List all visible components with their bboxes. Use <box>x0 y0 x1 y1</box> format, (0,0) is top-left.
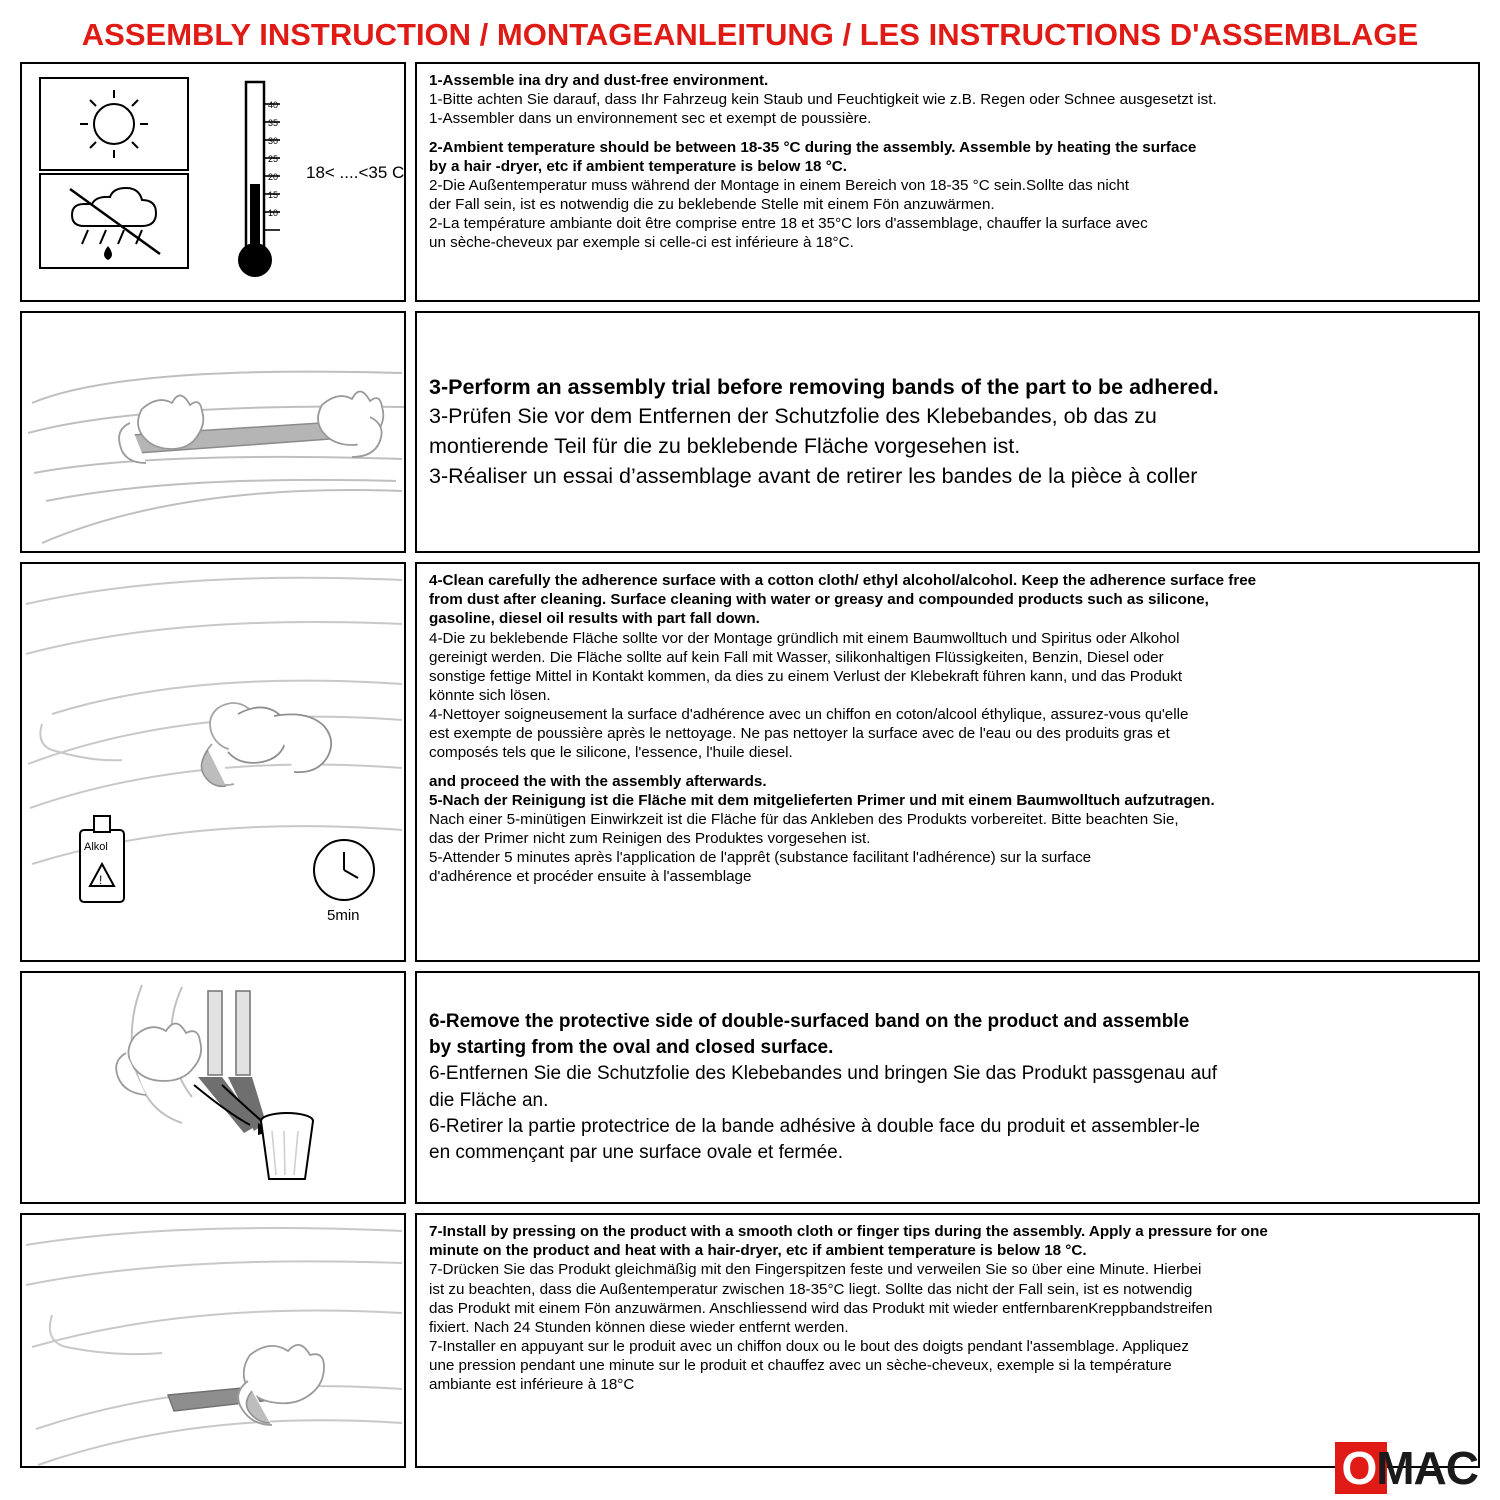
svg-text:18< ....<35 C: 18< ....<35 C <box>306 163 404 183</box>
step-4-line-de-2: gereinigt werden. Die Fläche sollte auf kein Fall mit Wasser, silikonhaltigen Flüssigkeiten, Benzin, Diesel oder <box>429 648 1164 666</box>
svg-text:5min: 5min <box>327 907 360 925</box>
step-2-line-fr-2: un sèche-cheveux par exemple si celle-ci est inférieure à 18°C. <box>429 234 854 252</box>
step-6-line-de-2: die Fläche an. <box>429 1089 549 1111</box>
step-1-illustration <box>20 62 406 302</box>
step-2-line-en-2: by a hair -dryer, etc if ambient temperature is below 18 °C. <box>429 157 847 175</box>
step-4-text <box>415 562 1480 962</box>
step-4-line-fr-2: est exempte de poussière après le nettoyage. Ne pas nettoyer la surface avec de l'eau ou des produits gras et <box>429 725 1170 743</box>
step-2-line-fr-1: 2-La température ambiante doit être comprise entre 18 et 35°C lors d'assemblage, chauffer la surface avec <box>429 215 1148 233</box>
step-5-line-de-1: Nach einer 5-minütigen Einwirkzeit ist die Fläche für das Ankleben des Produkts vorbereitet. Bitte beachten Sie, <box>429 810 1179 828</box>
logo-letter-o: O <box>1341 1442 1377 1494</box>
step-4-line-fr-1: 4-Nettoyer soigneusement la surface d'adhérence avec un chiffon en coton/alcool éthylique, assurez-vous qu'elle <box>429 706 1189 724</box>
step-6-line-fr-2: en commençant par une surface ovale et fermée. <box>429 1142 844 1164</box>
step-6-text <box>415 971 1480 1204</box>
step-3-line-fr: 3-Réaliser un essai d’assemblage avant de retirer les bandes de la pièce à coller <box>429 463 1198 488</box>
svg-text:40: 40 <box>268 100 279 111</box>
step-4-illustration <box>20 562 406 962</box>
step-7-illustration <box>20 1213 406 1468</box>
step-3-line-de-1: 3-Prüfen Sie vor dem Entfernen der Schutzfolie des Klebebandes, ob das zu <box>429 404 1157 429</box>
steps-container <box>20 62 1480 1468</box>
step-6-line-fr-1: 6-Retirer la partie protectrice de la bande adhésive à double face du produit et assembler-le <box>429 1115 1201 1137</box>
page-title: ASSEMBLY INSTRUCTION / MONTAGEANLEITUNG / LES INSTRUCTIONS D'ASSEMBLAGE <box>81 17 1419 52</box>
svg-text:10: 10 <box>268 208 279 219</box>
step-7-line-de-3: das Produkt mit einem Fön anzuwärmen. Anschliessend wird das Produkt mit wieder entfernbarenKreppbandstreifen <box>429 1299 1213 1317</box>
step-7-line-en-1: 7-Install by pressing on the product with a smooth cloth or finger tips during the assembly. Apply a pressure for one <box>429 1223 1268 1241</box>
step-row-1 <box>20 62 1480 302</box>
step-1-line-de-1: 1-Bitte achten Sie darauf, dass Ihr Fahrzeug kein Staub und Feuchtigkeit wie z.B. Regen oder Schnee ausgesetzt ist. <box>429 91 1217 109</box>
logo-wordmark <box>1341 1441 1478 1495</box>
step-4-line-de-1: 4-Die zu beklebende Fläche sollte vor der Montage gründlich mit einem Baumwolltuch und Spiritus oder Alkohol <box>429 629 1180 647</box>
svg-text:25: 25 <box>268 154 279 165</box>
step-7-line-en-2: minute on the product and heat with a hair-dryer, etc if ambient temperature is below 18 °C. <box>429 1242 1087 1260</box>
step-5-line-en-2: 5-Nach der Reinigung ist die Fläche mit dem mitgelieferten Primer und mit einem Baumwolltuch aufzutragen. <box>429 791 1215 809</box>
brand-logo <box>1335 1442 1478 1494</box>
step-3-illustration <box>20 311 406 553</box>
step-7-line-de-2: ist zu beachten, dass die Außentemperatur zwischen 18-35°C liegt. Sollte das nicht der Fall sein, ist es notwendig <box>429 1280 1193 1298</box>
step-7-line-de-4: fixiert. Nach 24 Stunden können diese wieder entfernt werden. <box>429 1318 849 1336</box>
step-4-line-fr-3: composés tels que le silicone, l'essence, l'huile diesel. <box>429 744 793 762</box>
step-1-line-en-1: 1-Assemble ina dry and dust-free environment. <box>429 72 769 90</box>
step-4-line-en-2: from dust after cleaning. Surface cleaning with water or greasy and compounded products such as silicone, <box>429 591 1209 609</box>
svg-text:15: 15 <box>268 190 279 201</box>
step-7-line-fr-3: ambiante est inférieure à 18°C <box>429 1376 635 1394</box>
step-2-line-de-2: der Fall sein, ist es notwendig die zu beklebende Stelle mit einem Fön anzuwärmen. <box>429 195 995 213</box>
svg-text:!: ! <box>99 873 103 888</box>
step-row-4 <box>20 971 1480 1204</box>
svg-text:Alkol: Alkol <box>84 841 108 854</box>
step-2-line-en-1: 2-Ambient temperature should be between 18-35 °C during the assembly. Assemble by heating the surface <box>429 138 1197 156</box>
step-row-5 <box>20 1213 1480 1468</box>
step-row-3 <box>20 562 1480 962</box>
logo-letters-mac: MAC <box>1376 1442 1478 1494</box>
step-5-line-en-1: and proceed the with the assembly afterwards. <box>429 772 767 790</box>
step-6-line-en-1: 6-Remove the protective side of double-surfaced band on the product and assemble <box>429 1010 1190 1032</box>
step-7-line-fr-1: 7-Installer en appuyant sur le produit avec un chiffon doux ou le bout des doigts pendant l'assemblage. Appliquez <box>429 1337 1189 1355</box>
step-7-text <box>415 1213 1480 1468</box>
step-4-line-en-1: 4-Clean carefully the adherence surface with a cotton cloth/ ethyl alcohol/alcohol. Keep the adherence surface free <box>429 572 1257 590</box>
step-5-line-de-3: 5-Attender 5 minutes après l'application de l'apprêt (substance facilitant l'adhérence) sur la surface <box>429 849 1092 867</box>
step-3-line-en: 3-Perform an assembly trial before removing bands of the part to be adhered. <box>429 374 1219 399</box>
step-7-line-fr-2: une pression pendant une minute sur le produit et chauffez avec un sèche-cheveux, exemple si la température <box>429 1357 1172 1375</box>
step-4-line-de-4: könnte sich lösen. <box>429 686 551 704</box>
svg-text:20: 20 <box>268 172 279 183</box>
step-5-line-fr-1: d'adhérence et procéder ensuite à l'assemblage <box>429 868 752 886</box>
step-4-line-en-3: gasoline, diesel oil results with part fall down. <box>429 610 760 628</box>
step-3-text <box>415 311 1480 553</box>
step-6-illustration <box>20 971 406 1204</box>
step-4-line-de-3: sonstige fettige Mittel in Kontakt kommen, da dies zu einem Verlust der Klebekraft führen kann, und das Produkt <box>429 667 1183 685</box>
svg-text:30: 30 <box>268 136 279 147</box>
step-2-line-de-1: 2-Die Außentemperatur muss während der Montage in einem Bereich von 18-35 °C sein.Sollte das nicht <box>429 176 1130 194</box>
step-1-line-fr-1: 1-Assembler dans un environnement sec et exempt de poussière. <box>429 110 872 128</box>
svg-text:35: 35 <box>268 118 279 129</box>
step-7-line-de-1: 7-Drücken Sie das Produkt gleichmäßig mit den Fingerspitzen feste und verweilen Sie so über eine Minute. Hierbei <box>429 1261 1202 1279</box>
step-3-line-de-2: montierende Teil für die zu beklebende Fläche vorgesehen ist. <box>429 434 1021 459</box>
step-1-text <box>415 62 1480 302</box>
step-6-line-en-2: by starting from the oval and closed surface. <box>429 1037 834 1059</box>
step-6-line-de-1: 6-Entfernen Sie die Schutzfolie des Klebebandes und bringen Sie das Produkt passgenau auf <box>429 1063 1217 1085</box>
step-5-line-de-2: das der Primer nicht zum Reinigen des Produktes vorgesehen ist. <box>429 829 871 847</box>
step-row-2 <box>20 311 1480 553</box>
